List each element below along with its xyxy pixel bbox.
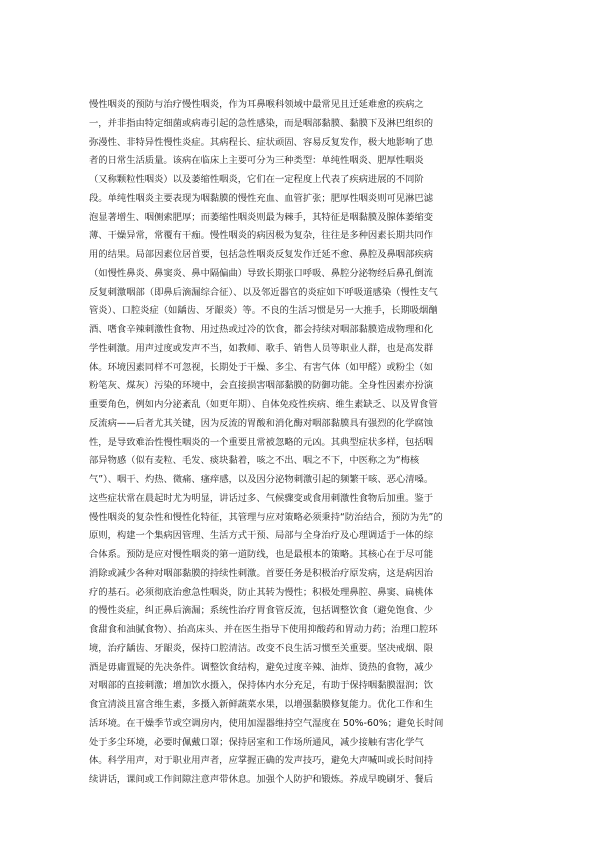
text-line: 食甜食和油腻食物）、抬高床头、并在医生指导下使用抑酸药和胃动力药；治理口腔环	[89, 624, 438, 635]
article-body	[89, 96, 509, 790]
text-line: 气”）、咽干、灼热、微痛、瘙痒感，以及因分泌物刺激引起的频繁干咳、恶心清嗓。	[89, 474, 434, 485]
text-line: （又称颗粒性咽炎）以及萎缩性咽炎，它们在一定程度上代表了疾病进展的不同阶	[89, 174, 424, 185]
text-line: 用的结果。局部因素位居首要，包括急性咽炎反复发作迁延不愈、鼻腔及鼻咽部疾病	[89, 249, 433, 260]
text-line: 重要角色，例如内分泌紊乱（如更年期）、自体免疫性疾病、维生素缺乏、以及胃食管	[89, 399, 438, 410]
text-line: 处于多尘环境，必要时佩戴口罩；保持居室和工作场所通风，减少接触有害化学气	[89, 736, 424, 748]
text-line: 食宜清淡且富含维生素，多摄入新鲜蔬菜水果，以增强黏膜修复能力。优化工作和生	[89, 699, 433, 710]
text-line: （如慢性鼻炎、鼻窦炎、鼻中隔偏曲）导致长期张口呼吸、鼻腔分泌物经后鼻孔倒流	[89, 267, 433, 279]
text-line: 部异物感（似有麦粒、毛发、痰块黏着，咳之不出、咽之不下，中医称之为“梅核	[89, 455, 420, 467]
text-line: 续讲话，课间或工作间隙注意声带休息。加强个人防护和锻炼。养成早晚刷牙、餐后	[89, 774, 433, 785]
text-line: 这些症状常在晨起时尤为明显，讲话过多、气候骤变或食用刺激性食物后加重。鉴于	[89, 492, 433, 504]
text-line: 酒、嗜食辛辣刺激性食物、用过热或过冷的饮食，都会持续对咽部黏膜造成物理和化	[89, 324, 433, 335]
text-line: 反流病——后者尤其关键，因为反流的胃酸和消化酶对咽部黏膜具有强烈的化学腐蚀	[89, 417, 433, 429]
text-line: 者的日常生活质量。该病在临床上主要可分为三种类型：单纯性咽炎、肥厚性咽炎	[89, 155, 424, 167]
text-line: 反复刺激咽部（即鼻后滴漏综合征）、以及邻近器官的炎症如下呼吸道感染（慢性支气	[89, 286, 438, 298]
text-line: 学性刺激。用声过度或发声不当，如教师、歌手、销售人员等职业人群，也是高发群	[89, 342, 433, 354]
text-line: 境，治疗龋齿、牙龈炎，保持口腔清洁。改变不良生活习惯至关重要。坚决戒烟、限	[89, 642, 433, 654]
text-line: 的慢性炎症，纠正鼻后滴漏；系统性治疗胃食管反流，包括调整饮食（避免饱食、少	[89, 605, 433, 617]
text-line: 酒是毋庸置疑的先决条件。调整饮食结构，避免过度辛辣、油炸、烫热的食物，减少	[89, 661, 433, 673]
text-line: 一，并非指由特定细菌或病毒引起的急性感染，而是咽部黏膜、黏膜下及淋巴组织的	[89, 117, 433, 129]
text-line: 活环境。在干燥季节或空调房内，使用加湿器维持空气湿度在 50%-60%；避免长时间	[89, 717, 444, 729]
text-line: 体。环境因素同样不可忽视，长期处于干燥、多尘、有害气体（如甲醛）或粉尘（如	[89, 361, 433, 373]
text-line: 体。科学用声，对于职业用声者，应掌握正确的发声技巧，避免大声喊叫或长时间持	[89, 755, 433, 767]
text-line: 慢性咽炎的预防与治疗慢性咽炎，作为耳鼻喉科领域中最常见且迁延难愈的疾病之	[89, 99, 424, 110]
text-line: 弥漫性、非特异性慢性炎症。其病程长、症状顽固、容易反复发作，极大地影响了患	[89, 136, 433, 148]
text-line: 薄、干燥异常，常覆有干痂。慢性咽炎的病因极为复杂，往往是多种因素长期共同作	[89, 230, 433, 242]
text-line: 消除或减少各种对咽部黏膜的持续性刺激。首要任务是积极治疗原发病，这是病因治	[89, 567, 433, 579]
text-line: 疗的基石。必须彻底治愈急性咽炎，防止其转为慢性；积极处理鼻腔、鼻窦、扁桃体	[89, 586, 433, 598]
text-line: 管炎）、口腔炎症（如龋齿、牙龈炎）等。不良的生活习惯是另一大推手，长期吸烟酗	[89, 305, 438, 317]
text-line: 对咽部的直接刺激；增加饮水摄入，保持体内水分充足，有助于保持咽黏膜湿润；饮	[89, 680, 433, 692]
text-line: 段。单纯性咽炎主要表现为咽黏膜的慢性充血、血管扩张；肥厚性咽炎则可见淋巴滤	[89, 192, 433, 204]
text-line: 粉笔灰、煤灰）污染的环境中，会直接损害咽部黏膜的防御功能。全身性因素亦扮演	[89, 380, 433, 392]
text-line: 慢性咽炎的复杂性和慢性化特征，其管理与应对策略必须秉持“防治结合，预防为先”的	[89, 511, 443, 523]
text-line: 合体系。预防是应对慢性咽炎的第一道防线，也是最根本的策略。其核心在于尽可能	[89, 549, 433, 560]
text-line: 性，是导致难治性慢性咽炎的一个重要且常被忽略的元凶。其典型症状多样，包括咽	[89, 436, 433, 448]
text-line: 泡显著增生、咽侧索肥厚；而萎缩性咽炎则最为棘手，其特征是咽黏膜及腺体萎缩变	[89, 211, 433, 223]
text-line: 原则，构建一个集病因管理、生活方式干预、局部与全身治疗及心理调适于一体的综	[89, 530, 433, 542]
